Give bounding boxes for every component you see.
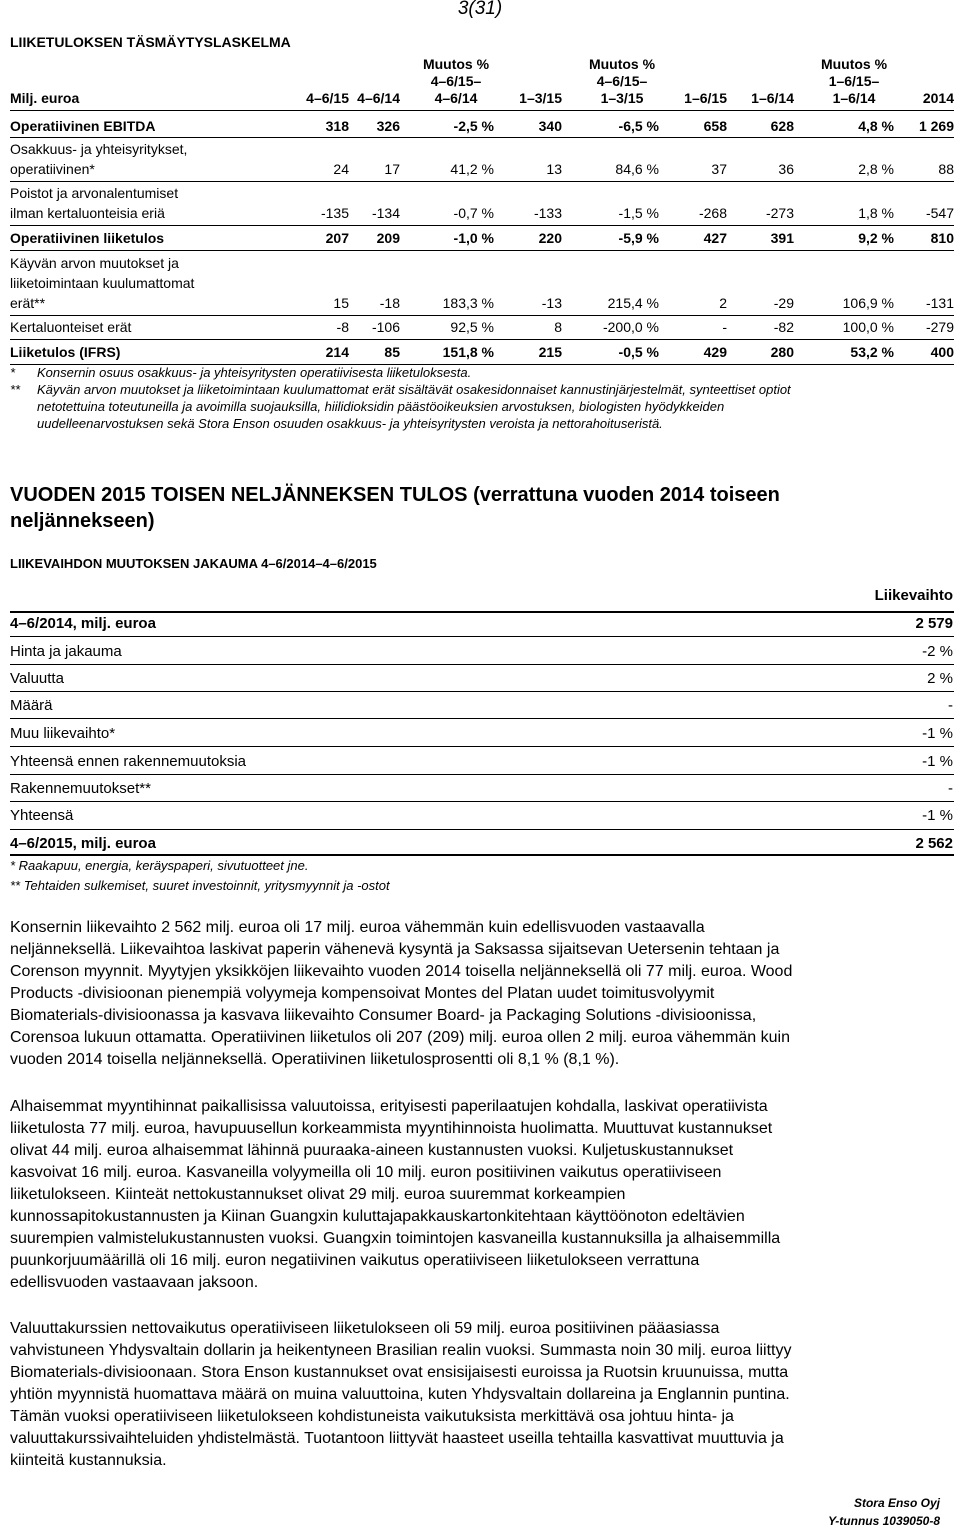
row-label: Osakkuus- ja yhteisyritykset, — [10, 141, 188, 157]
cell: - — [722, 319, 727, 335]
col-header-l2: 4–6/15– — [596, 73, 648, 89]
divider — [10, 664, 954, 665]
col-header: 2014 — [922, 90, 954, 106]
cell: 2,8 % — [858, 161, 894, 177]
cell: 37 — [711, 161, 727, 177]
paragraph-line: Konsernin liikevaihto 2 562 milj. euroa oli 17 milj. euroa vähemmän kuin edellisvuoden vastaavalla — [10, 919, 705, 936]
cell: 41,2 % — [450, 161, 494, 177]
cell: 429 — [703, 344, 727, 360]
col-header-l2: 4–6/15– — [430, 73, 482, 89]
note-text: Konsernin osuus osakkuus- ja yhteisyritysten operatiivisesta liiketuloksesta. — [37, 365, 472, 380]
cell: 318 — [325, 118, 349, 134]
bridge-row-label: Rakennemuutokset** — [10, 780, 151, 797]
row-label: erät** — [10, 295, 46, 311]
cell: 15 — [333, 295, 349, 311]
divider — [10, 611, 954, 613]
cell: -1,0 % — [453, 230, 494, 246]
cell: -6,5 % — [618, 118, 659, 134]
paragraph-line: Valuuttakurssien nettovaikutus operatiiviseen liiketulokseen oli 59 milj. euroa positiivinen pääasiassa — [10, 1320, 720, 1337]
cell: 4,8 % — [858, 118, 894, 134]
cell: -18 — [379, 295, 400, 311]
cell: 628 — [770, 118, 794, 134]
paragraph-line: vuoden 2014 toisella neljänneksellä. Operatiivinen liiketulosprosentti oli 8,1 % (8,1 %). — [10, 1051, 620, 1068]
cell: 24 — [333, 161, 349, 177]
bridge-row-label: Valuutta — [10, 670, 64, 687]
cell: -0,5 % — [618, 344, 659, 360]
cell: 207 — [325, 230, 349, 246]
row-label: Operatiivinen EBITDA — [10, 118, 156, 134]
note-text: Käyvän arvon muutokset ja liiketoimintaan kuulumattomat erät sisältävät osakesidonnaiset kannustinjärjestelmät, synteettiset optiot — [37, 382, 791, 397]
cell: 92,5 % — [450, 319, 494, 335]
col-header-l2: 1–6/15– — [828, 73, 880, 89]
note-text: netotettuina toteutuneilla ja avoimilla suojauksilla, hiilidioksidin päästöoikeuksien arvostuksen, biologisten hyödykkeiden — [37, 399, 725, 414]
note-text: uudelleenarvostuksen sekä Stora Enson osuuden osakkuus- ja yhteisyritysten veroista ja nettorahoituseristä. — [37, 416, 663, 431]
note-mark: ** — [10, 382, 21, 397]
row-label: Poistot ja arvonalentumiset — [10, 185, 179, 201]
col-header-l1: Muutos % — [422, 56, 490, 72]
end-value: 2 562 — [915, 835, 953, 852]
row-label: operatiivinen* — [10, 161, 95, 177]
bridge-row-value: 2 % — [927, 670, 953, 687]
table-title: LIIKETULOKSEN TÄSMÄYTYSLASKELMA — [10, 34, 291, 50]
end-label: 4–6/2015, milj. euroa — [10, 835, 156, 852]
cell: 220 — [538, 230, 562, 246]
start-label: 4–6/2014, milj. euroa — [10, 615, 156, 632]
divider — [10, 315, 954, 316]
bridge-row-value: -1 % — [922, 753, 953, 770]
paragraph-line: Alhaisemmat myyntihinnat paikallisissa valuutoissa, erityisesti paperilaatujen kohdalla, laskivat operatiivista — [10, 1098, 768, 1115]
cell: 85 — [384, 344, 400, 360]
row-label: Käyvän arvon muutokset ja — [10, 255, 179, 271]
paragraph-line: Products -divisioonan pienempiä volyymeja kompensoivat Montes del Platan uudet toimitusvolyymit — [10, 985, 715, 1002]
divider — [10, 110, 954, 111]
cell: -135 — [320, 205, 349, 221]
cell: -268 — [698, 205, 727, 221]
paragraph-line: neljänneksellä. Liikevaihtoa laskivat paperin vähenevä kysyntä ja Saksassa sijaitsevan Uetersenin tehtaan ja — [10, 941, 780, 958]
col-header-l1: Muutos % — [588, 56, 656, 72]
divider — [10, 250, 954, 251]
bridge-row-label: Yhteensä ennen rakennemuutoksia — [10, 753, 247, 770]
bridge-row-label: Muu liikevaihto* — [10, 725, 116, 742]
paragraph-line: olivat 44 milj. euroa alhaisemmat lähinnä puuraaka-aineen kustannusten vuoksi. Kuljetuskustannukset — [10, 1142, 734, 1159]
section-heading-line: VUODEN 2015 TOISEN NELJÄNNEKSEN TULOS (verrattuna vuoden 2014 toiseen — [10, 484, 780, 506]
cell: 8 — [554, 319, 562, 335]
cell: -8 — [336, 319, 349, 335]
paragraph-line: yhtiön myynnistä huomattava määrä on muina valuuttoina, kuten Yhdysvaltain dollareina ja Englannin puntina. — [10, 1386, 790, 1403]
paragraph-line: valuuttakurssivaihteluiden yhdistelmästä. Tuotantoon liittyvät haasteet useilla tehtailla kasvattivat muuttuvia ja — [10, 1430, 784, 1447]
cell: 13 — [546, 161, 562, 177]
cell: -133 — [533, 205, 562, 221]
paragraph-line: Tämän vuoksi operatiiviseen liiketulokseen kohdistuneista vaikutuksista merkittävä osa johtuu hinta- ja — [10, 1408, 734, 1425]
footer-business-id: Y-tunnus 1039050-8 — [828, 1514, 940, 1528]
col-header-l3: 1–3/15 — [600, 90, 644, 106]
cell: -0,7 % — [453, 205, 494, 221]
row-label: Kertaluonteiset erät — [10, 319, 132, 335]
divider — [10, 854, 954, 856]
bridge-row-value: -1 % — [922, 807, 953, 824]
cell: 84,6 % — [615, 161, 659, 177]
row-label: ilman kertaluonteisia eriä — [10, 205, 165, 221]
cell: 17 — [384, 161, 400, 177]
cell: -273 — [765, 205, 794, 221]
column-header: Liikevaihto — [874, 587, 953, 604]
page-number: 3(31) — [457, 0, 503, 19]
paragraph — [10, 1096, 950, 1294]
col-header-l1: Muutos % — [820, 56, 888, 72]
paragraph-line: Corensoa lukuun ottamatta. Operatiivinen liiketulos oli 207 (209) milj. euroa ollen 2 milj. euroa vähemmän kuin — [10, 1029, 790, 1046]
cell: 280 — [770, 344, 794, 360]
divider — [10, 829, 954, 830]
paragraph-line: Biomaterials-divisioonaan. Stora Enson kustannukset ovat ensisijaisesti euroissa ja Ruotsin kruunuissa, mutta — [10, 1364, 789, 1381]
cell: 326 — [376, 118, 400, 134]
cell: 214 — [325, 344, 349, 360]
cell: 100,0 % — [842, 319, 894, 335]
paragraph-line: vahvistuneen Yhdysvaltain dollarin ja heikentyneen Brasilian realin vuoksi. Summasta noin 30 milj. euroa liittyy — [10, 1342, 792, 1359]
col-header: 4–6/14 — [357, 90, 400, 106]
divider — [10, 801, 954, 802]
cell: -547 — [925, 205, 954, 221]
divider — [10, 339, 954, 340]
divider — [10, 225, 954, 226]
section-heading — [10, 482, 910, 534]
cell: -106 — [371, 319, 400, 335]
unit-label: Milj. euroa — [10, 90, 80, 106]
cell: 106,9 % — [842, 295, 894, 311]
bridge-row-label: Määrä — [10, 697, 53, 714]
cell: 36 — [778, 161, 794, 177]
cell: -279 — [925, 319, 954, 335]
cell: 53,2 % — [850, 344, 894, 360]
paragraph-line: kasvoivat 16 milj. euroa. Kasvaneilla volyymeilla oli 10 milj. euron positiivinen vaikutus operatiiviseen — [10, 1164, 722, 1181]
cell: 810 — [930, 230, 954, 246]
bridge-row-value: -2 % — [922, 643, 953, 660]
cell: -82 — [773, 319, 794, 335]
paragraph-line: liiketulokseen. Kiinteät nettokustannukset olivat 29 milj. euroa suuremmat korkeampien — [10, 1186, 626, 1203]
bridge-row-value: - — [948, 780, 953, 797]
col-header: 1–3/15 — [519, 90, 562, 106]
cell: 151,8 % — [442, 344, 494, 360]
bridge-row-value: - — [948, 697, 953, 714]
paragraph-line: puunkorjuumäärillä oli 16 milj. euron negatiivinen vaikutus operatiiviseen liiketulokseen verrattuna — [10, 1252, 700, 1269]
footer-company: Stora Enso Oyj — [853, 1496, 940, 1510]
divider — [10, 137, 954, 138]
cell: 215,4 % — [607, 295, 659, 311]
col-header: 4–6/15 — [306, 90, 349, 106]
col-header: 1–6/14 — [751, 90, 794, 106]
cell: -200,0 % — [602, 319, 659, 335]
paragraph — [10, 917, 950, 1071]
cell: 1 269 — [918, 118, 954, 134]
cell: 88 — [938, 161, 954, 177]
cell: -29 — [773, 295, 794, 311]
col-header: 1–6/15 — [684, 90, 727, 106]
paragraph-line: kiinteitä kustannuksia. — [10, 1452, 167, 1469]
cell: 2 — [719, 295, 727, 311]
bridge-note: ** Tehtaiden sulkemiset, suuret investoinnit, yritysmyynnit ja -ostot — [10, 878, 390, 893]
bridge-row-label: Hinta ja jakauma — [10, 643, 122, 660]
row-label: Liiketulos (IFRS) — [10, 344, 121, 360]
cell: 391 — [770, 230, 794, 246]
cell: 209 — [376, 230, 400, 246]
cell: -1,5 % — [618, 205, 659, 221]
divider — [10, 691, 954, 692]
divider — [10, 774, 954, 775]
footer — [828, 1494, 940, 1530]
cell: -134 — [371, 205, 400, 221]
cell: 400 — [930, 344, 954, 360]
cell: 183,3 % — [442, 295, 494, 311]
section-heading-line: neljännekseen) — [10, 510, 155, 532]
row-label: Operatiivinen liiketulos — [10, 230, 165, 246]
paragraph-line: liiketulosta 77 milj. euroa, havupuusellun korkeammista myyntihinnoista huolimatta. Muuttuvat kustannukset — [10, 1120, 773, 1137]
paragraph-line: edellisvuoden vastaavaan jaksoon. — [10, 1274, 259, 1291]
note-mark: * — [10, 365, 16, 380]
cell: -5,9 % — [618, 230, 659, 246]
cell: 340 — [538, 118, 562, 134]
bridge-row-label: Yhteensä — [10, 807, 74, 824]
bridge-note: * Raakapuu, energia, keräyspaperi, sivutuotteet jne. — [10, 858, 309, 873]
cell: -2,5 % — [453, 118, 494, 134]
cell: -13 — [541, 295, 562, 311]
cell: 658 — [703, 118, 727, 134]
divider — [10, 636, 954, 637]
section-subheading: LIIKEVAIHDON MUUTOKSEN JAKAUMA 4–6/2014–4–6/2015 — [10, 556, 377, 571]
cell: 1,8 % — [858, 205, 894, 221]
col-header-l3: 1–6/14 — [832, 90, 876, 106]
cell: 9,2 % — [858, 230, 894, 246]
paragraph-line: suurempien valmistelukustannusten vuoksi. Guangxin toimintojen kasvaneilla kustannuksilla ja alhaisemmilla — [10, 1230, 781, 1247]
cell: -131 — [925, 295, 954, 311]
cell: 427 — [703, 230, 727, 246]
col-header-l3: 4–6/14 — [434, 90, 478, 106]
divider — [10, 181, 954, 182]
paragraph-line: Corenson myynnit. Myytyjen yksikköjen liikevaihto vuoden 2014 toisella neljänneksellä oli 77 milj. euroa. Wood — [10, 963, 793, 980]
cell: 215 — [538, 344, 562, 360]
paragraph — [10, 1318, 950, 1472]
paragraph-line: Biomaterials-divisioonassa ja kasvava liikevaihto Consumer Board- ja Packaging Solutions -divisioonissa, — [10, 1007, 757, 1024]
row-label: liiketoimintaan kuulumattomat — [10, 275, 195, 291]
divider — [10, 718, 954, 719]
paragraph-line: kunnossapitokustannusten ja Kiinan Guangxin kuluttajapakkauskartonkitehtaan käyttöönoton edeltävien — [10, 1208, 745, 1225]
divider — [10, 746, 954, 747]
bridge-row-value: -1 % — [922, 725, 953, 742]
start-value: 2 579 — [915, 615, 953, 632]
